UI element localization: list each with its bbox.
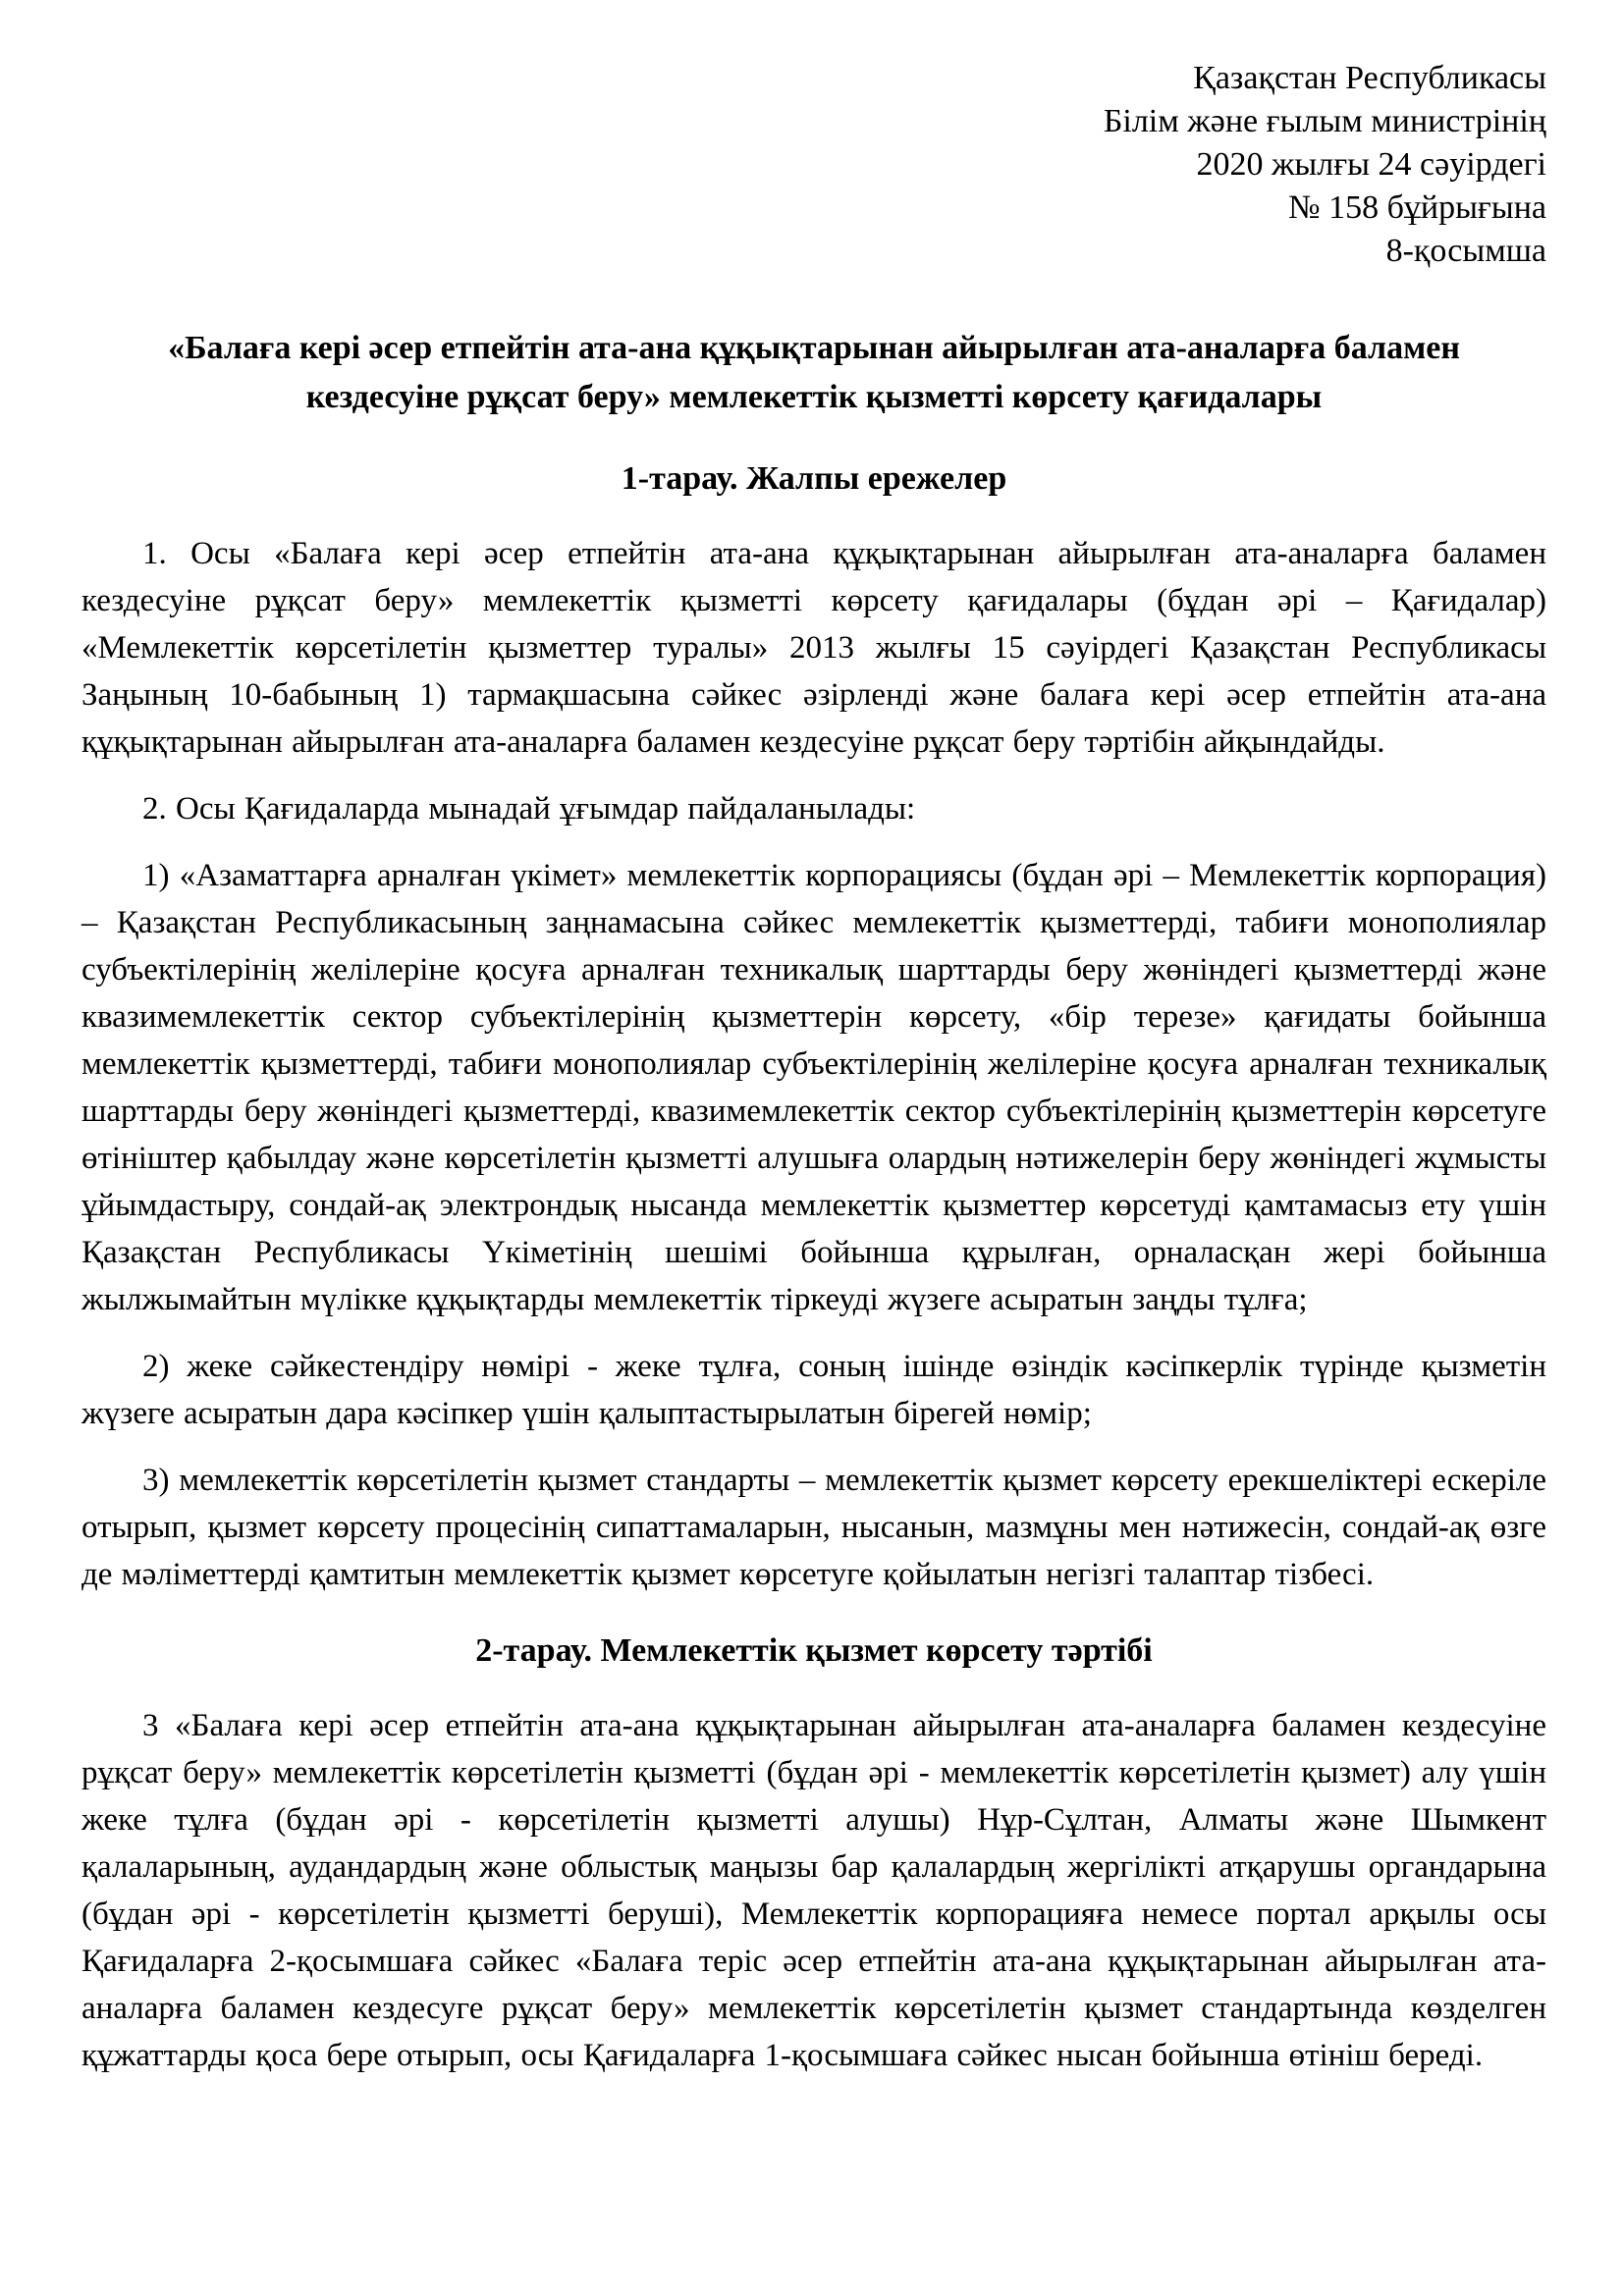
approval-line-authority-ministry: Білім және ғылым министрінің — [1103, 103, 1546, 139]
chapter-1-definition-item-3: 3) мемлекеттік көрсетілетін қызмет стандарты – мемлекеттік қызмет көрсету ерекшеліктері ескеріле отырып, қызмет көрсету процесінің сипаттамаларын, нысанын, мазмұны мен нәтижесін, сондай-ақ өзге де мәліметтерді қамтитын мемлекеттік қызмет көрсетуге қойылатын негізгі талаптар тізбесі. — [81, 1463, 1546, 1592]
chapter-1-definition-item-2: 2) жеке сәйкестендіру нөмірі - жеке тұлға, соның ішінде өзіндік кәсіпкерлік түрінде қызметін жүзеге асыратын дара кәсіпкер үшін қалыптастырылатын бірегей нөмір; — [81, 1349, 1546, 1431]
chapter-1-paragraph-1: 1. Осы «Балаға кері әсер етпейтін ата-ана құқықтарынан айырылған ата-аналарға баламен кездесуіне рұқсат беру» мемлекеттік қызметті көрсету қағидалары (бұдан әрі – Қағидалар) «Мемлекеттік көрсетілетін қызметтер туралы» 2013 жылғы 15 сәуірдегі Қазақстан Республикасы Заңының 10-бабының 1) тармақшасына сәйкес әзірленді және балаға кері әсер етпейтін ата-ана құқықтарынан айырылған ата-аналарға баламен кездесуіне рұқсат беру тәртібін айқындайды. — [81, 536, 1546, 760]
chapter-2-heading: 2-тарау. Мемлекеттік қызмет көрсету тәртібі — [475, 1632, 1153, 1669]
approval-block — [81, 57, 1546, 273]
approval-line-authority-country: Қазақстан Республикасы — [1193, 60, 1546, 96]
approval-line-annex-number: 8-қосымша — [1385, 233, 1546, 269]
chapter-1-paragraph-2: 2. Осы Қағидаларда мынадай ұғымдар пайдаланылады: — [142, 791, 916, 827]
approval-line-order-number: № 158 бұйрығына — [1288, 189, 1546, 226]
chapter-1-definition-item-1: 1) «Азаматтарға арналған үкімет» мемлекеттік корпорациясы (бұдан әрі – Мемлекеттік корпорация) – Қазақстан Республикасының заңнамасына сәйкес мемлекеттік қызметтерді, табиғи монополиялар субъектілерінің желілеріне қосуға арналған техникалық шарттарды беру жөніндегі қызметтерді және квазимемлекеттік сектор субъектілерінің қызметтерін көрсету, «бір терезе» қағидаты бойынша мемлекеттік қызметтерді, табиғи монополиялар субъектілерінің желілеріне қосуға арналған техникалық шарттарды беру жөніндегі қызметтерді, квазимемлекеттік сектор субъектілерінің қызметтерін көрсетуге өтініштер қабылдау және көрсетілетін қызметті алушыға олардың нәтижелерін беру жөніндегі жұмысты ұйымдастыру, сондай-ақ электрондық нысанда мемлекеттік қызметтер көрсетуді қамтамасыз ету үшін Қазақстан Республикасы Үкіметінің шешімі бойынша құрылған, орналасқан жері бойынша жылжымайтын мүлікке құқықтарды мемлекеттік тіркеуді жүзеге асыратын заңды тұлға; — [81, 858, 1546, 1317]
chapter-2-paragraph-1: 3 «Балаға кері әсер етпейтін ата-ана құқықтарынан айырылған ата-аналарға баламен кездесуіне рұқсат беру» мемлекеттік көрсетілетін қызметті (бұдан әрі - мемлекеттік көрсетілетін қызмет) алу үшін жеке тұлға (бұдан әрі - көрсетілетін қызметті алушы) Нұр-Сұлтан, Алматы және Шымкент қалаларының, аудандардың және облыстық маңызы бар қалалардың жергілікті атқарушы органдарына (бұдан әрі - көрсетілетін қызметті беруші), Мемлекеттік корпорацияға немесе портал арқылы осы Қағидаларға 2-қосымшаға сәйкес «Балаға теріс әсер етпейтін ата-ана құқықтарынан айырылған ата-аналарға баламен кездесуге рұқсат беру» мемлекеттік көрсетілетін қызмет стандартында көзделген құжаттарды қоса бере отырып, осы Қағидаларға 1-қосымшаға сәйкес нысан бойынша өтініш береді. — [81, 1708, 1546, 2073]
approval-line-order-date: 2020 жылғы 24 сәуірдегі — [1196, 146, 1546, 183]
chapter-1-heading: 1-тарау. Жалпы ережелер — [621, 460, 1007, 497]
document-title: «Балаға кері әсер етпейтін ата-ана құқықтарынан айырылған ата-аналарға баламен кездесуіне рұқсат беру» мемлекеттік қызметті көрсету қағидалары — [168, 330, 1460, 415]
